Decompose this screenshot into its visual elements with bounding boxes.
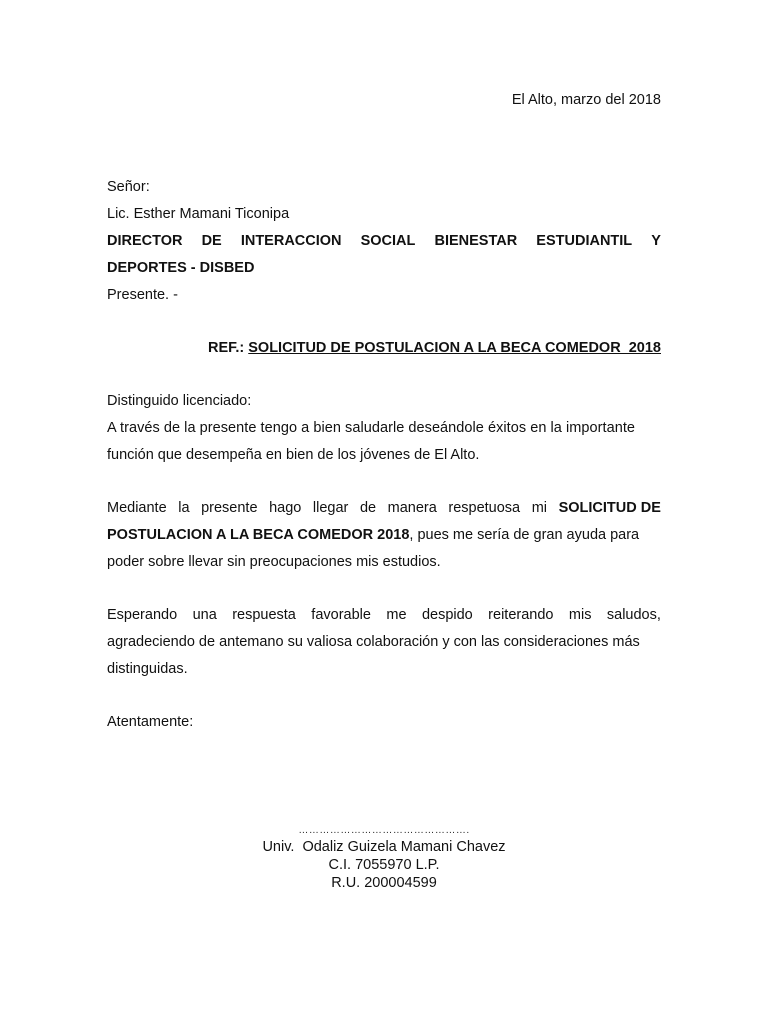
signer-ru: R.U. 200004599: [331, 875, 437, 891]
title-word: BIENESTAR: [434, 233, 518, 249]
title-word: DE: [201, 233, 222, 249]
signer-name: Univ. Odaliz Guizela Mamani Chavez: [262, 839, 506, 855]
presente: Presente. -: [107, 287, 178, 303]
closing: Atentamente:: [107, 714, 194, 730]
paragraph3-line2: agradeciendo de antemano su valiosa colaboración y con las consideraciones más: [107, 634, 640, 650]
recipient-name: Lic. Esther Mamani Ticonipa: [107, 206, 290, 222]
title-word: DIRECTOR: [107, 233, 183, 249]
paragraph-bold-phrase: POSTULACION A LA BECA COMEDOR 2018: [107, 527, 410, 543]
paragraph1-line2: función que desempeña en bien de los jóvenes de El Alto.: [107, 447, 480, 463]
paragraph-word: mi: [531, 500, 547, 516]
paragraph-word: Esperando: [107, 607, 178, 623]
reference-line: [107, 339, 661, 357]
paragraph-word: saludos,: [606, 607, 661, 623]
paragraph3-line1: [107, 606, 661, 624]
paragraph-text: , pues me sería de gran ayuda para: [409, 527, 640, 543]
title-word: Y: [651, 233, 661, 249]
paragraph-word: Mediante: [107, 500, 167, 516]
paragraph-word: de: [359, 500, 377, 516]
salutation: Señor:: [107, 179, 150, 195]
paragraph2-line1: [107, 499, 661, 517]
greeting: Distinguido licenciado:: [107, 393, 252, 409]
paragraph-word: despido: [421, 607, 473, 623]
paragraph-word: reiterando: [488, 607, 554, 623]
paragraph-word: me: [386, 607, 407, 623]
paragraph-word: una: [192, 607, 217, 623]
paragraph2-line3: poder sobre llevar sin preocupaciones mis estudios.: [107, 554, 441, 570]
paragraph-word: respuesta: [232, 607, 296, 623]
signature-line: ………………………………………….: [298, 825, 470, 836]
title-word: SOCIAL: [360, 233, 416, 249]
paragraph3-line3: distinguidas.: [107, 661, 188, 677]
paragraph-word: la: [178, 500, 190, 516]
paragraph1-line1: A través de la presente tengo a bien saludarle deseándole éxitos en la importante: [107, 420, 636, 436]
paragraph2-line2: [107, 526, 661, 544]
paragraph-word: llegar: [312, 500, 349, 516]
recipient-title-line1: [107, 232, 661, 250]
recipient-title-line2: DEPORTES - DISBED: [107, 260, 255, 276]
paragraph-word: favorable: [311, 607, 371, 623]
paragraph-word: respetuosa: [448, 500, 521, 516]
title-word: ESTUDIANTIL: [536, 233, 633, 249]
title-word: INTERACCION: [240, 233, 342, 249]
reference-label: REF.:: [207, 340, 245, 356]
paragraph-bold-phrase: SOLICITUD DE: [558, 500, 661, 516]
reference-subject: SOLICITUD DE POSTULACION A LA BECA COMEDOR 2018: [248, 340, 661, 356]
paragraph-word: hago: [269, 500, 302, 516]
paragraph-word: mis: [568, 607, 592, 623]
paragraph-word: manera: [387, 500, 437, 516]
paragraph-word: presente: [201, 500, 258, 516]
place-date: El Alto, marzo del 2018: [511, 92, 661, 108]
signer-ci: C.I. 7055970 L.P.: [328, 857, 440, 873]
